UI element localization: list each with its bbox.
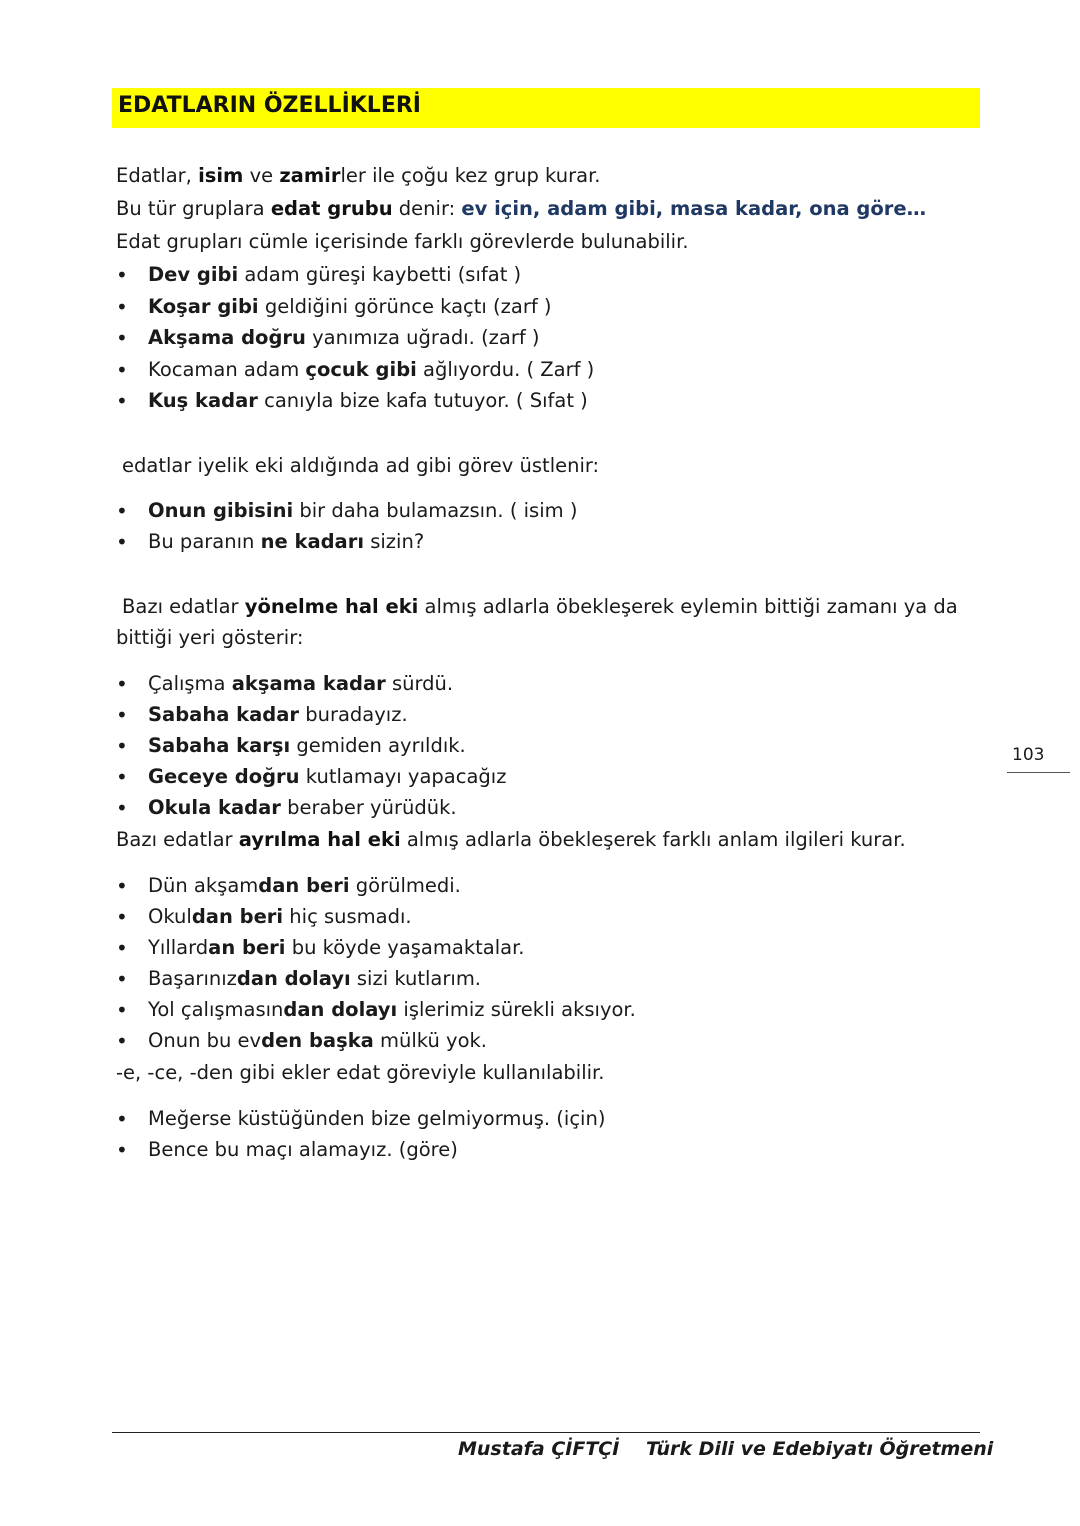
paragraph: edatlar iyelik eki aldığında ad gibi görev üstlenir:: [122, 454, 600, 477]
paragraph: Bazı edatlar ayrılma hal eki almış adlarla öbekleşerek farklı anlam ilgileri kurar.: [116, 828, 906, 851]
intro-line-1: Edatlar, isim ve zamirler ile çoğu kez grup kurar.: [116, 164, 601, 187]
footer-author: Mustafa ÇİFTÇİ: [458, 1438, 620, 1460]
page-number: 103: [1012, 745, 1045, 765]
page-number-rule: [1007, 772, 1070, 773]
intro-line-3: Edat grupları cümle içerisinde farklı görevlerde bulunabilir.: [116, 230, 689, 253]
footer-rule: [112, 1432, 980, 1433]
intro-line-2: Bu tür gruplara edat grubu denir: ev için, adam gibi, masa kadar, ona göre…: [116, 197, 927, 220]
paragraph: bittiği yeri gösterir:: [116, 626, 304, 649]
footer-role: Türk Dili ve Edebiyatı Öğretmeni: [646, 1438, 994, 1460]
section-title-bar: [112, 88, 980, 128]
section-title: EDATLARIN ÖZELLİKLERİ: [118, 93, 421, 118]
paragraph: -e, -ce, -den gibi ekler edat göreviyle kullanılabilir.: [116, 1061, 605, 1084]
paragraph: Bazı edatlar yönelme hal eki almış adlarla öbekleşerek eylemin bittiği zamanı ya da: [122, 595, 958, 618]
